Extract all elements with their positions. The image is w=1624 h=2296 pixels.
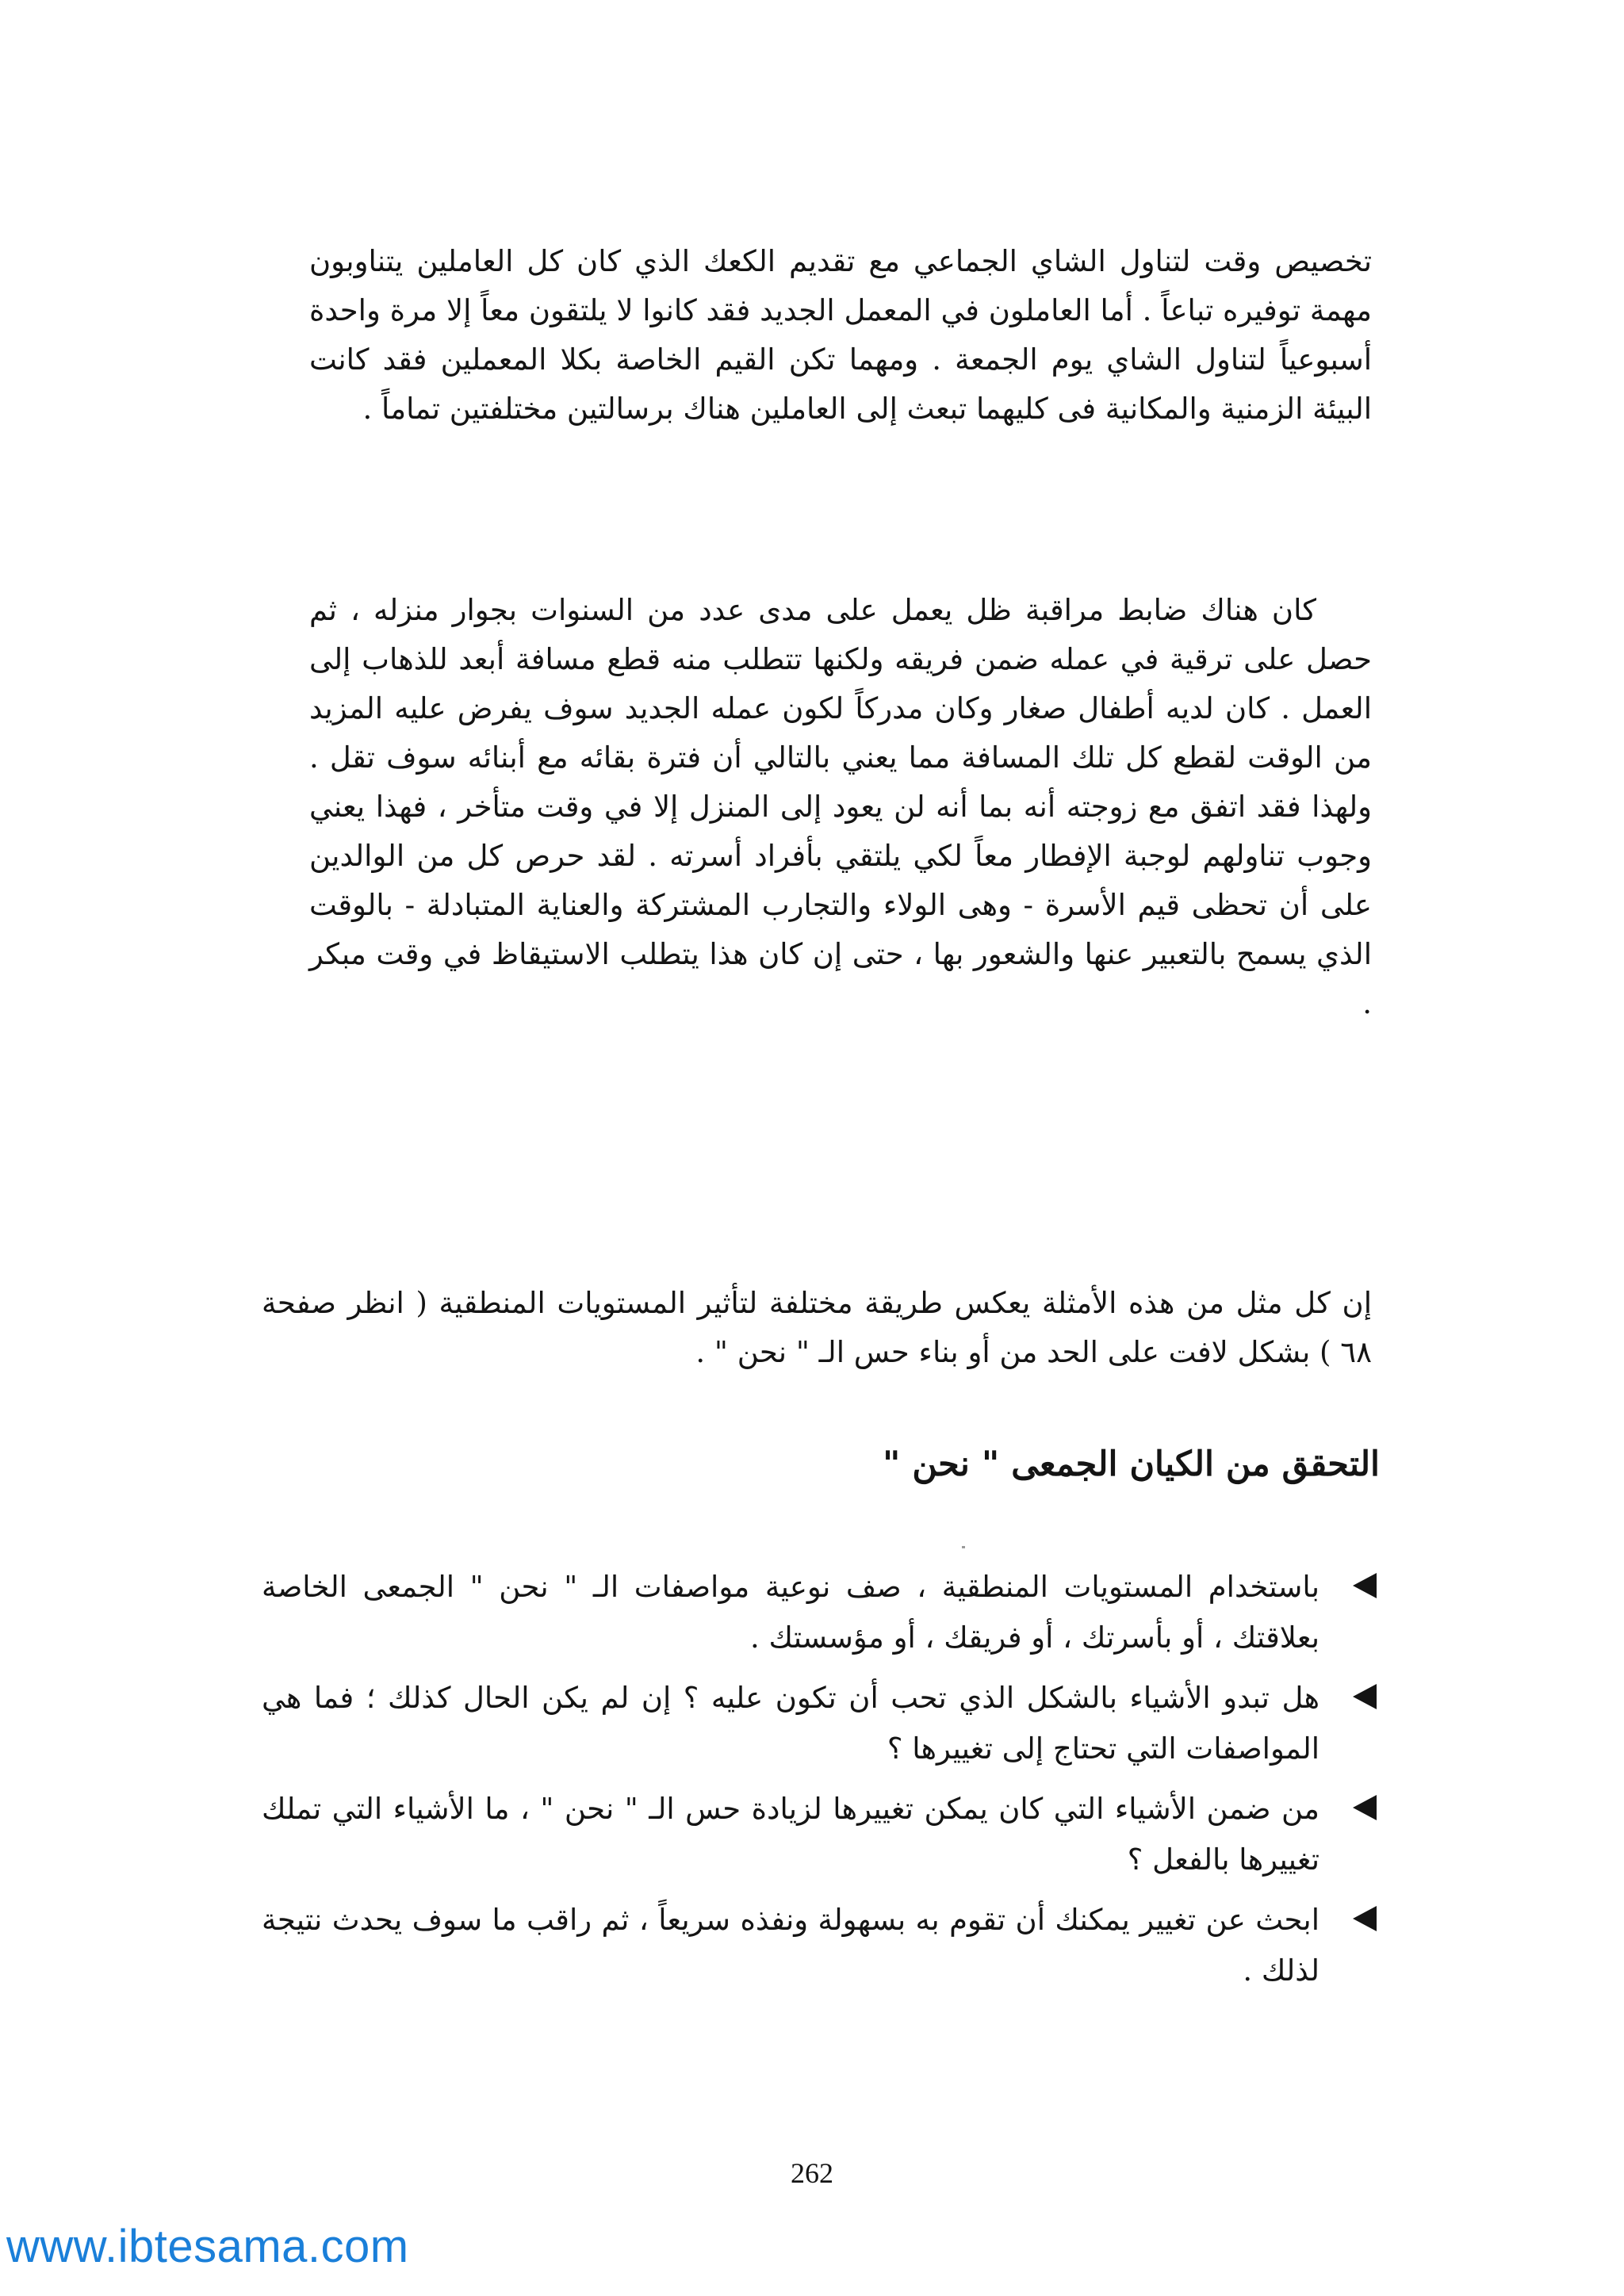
list-item: [262, 1673, 1380, 1774]
paragraph-3: إن كل مثل من هذه الأمثلة يعكس طريقة مختلفة لتأثير المستويات المنطقية ( انظر صفحة ٦٨ ) بشكل لافت على الحد من أو بناء حس الـ " نحن " .: [262, 1286, 1372, 1369]
list-item-text: ابحث عن تغيير يمكنك أن تقوم به بسهولة ونفذه سريعاً ، ثم راقب ما سوف يحدث نتيجة لذلك .: [262, 1903, 1320, 1988]
section-heading: التحقق من الكيان الجمعى " نحن ": [883, 1445, 1380, 1484]
speck-mark: [962, 1546, 965, 1548]
list-item-text: باستخدام المستويات المنطقية ، صف نوعية مواصفات الـ " نحن " الجمعى الخاصة بعلاقتك ، أو بأسرتك ، أو فريقك ، أو مؤسستك .: [262, 1570, 1320, 1655]
paragraph-2: كان هناك ضابط مراقبة ظل يعمل على مدى عدد من السنوات بجوار منزله ، ثم حصل على ترقية في عمله ضمن فريقه ولكنها تتطلب منه قطع مسافة أبعد للذهاب إلى العمل . كان لديه أطفال صغار وكان مدركاً لكون عمله الجديد سوف يفرض عليه المزيد من الوقت لقطع كل تلك المسافة مما يعني بالتالي أن فترة بقائه مع أبنائه سوف تقل . ولهذا فقد اتفق مع زوجته أنه بما أنه لن يعود إلى المنزل إلا في وقت متأخر ، فهذا يعني وجوب تناولهم لوجبة الإفطار معاً لكي يلتقي بأفراد أسرته . لقد حرص كل من الوالدين على أن تحظى قيم الأسرة - وهى الولاء والتجارب المشتركة والعناية المتبادلة - بالوقت الذي يسمح بالتعبير عنها والشعور بها ، حتى إن كان هذا يتطلب الاستيقاظ في وقت مبكر .: [309, 593, 1372, 1020]
list-item: [262, 1562, 1380, 1663]
list-item: [262, 1784, 1380, 1885]
triangle-bullet-icon: [1353, 1906, 1377, 1931]
triangle-bullet-icon: [1353, 1684, 1377, 1709]
bullet-list: [262, 1562, 1380, 2006]
triangle-bullet-icon: [1353, 1795, 1377, 1820]
watermark-url: www.ibtesama.com: [6, 2221, 409, 2272]
paragraph-1: تخصيص وقت لتناول الشاي الجماعي مع تقديم الكعك الذي كان كل العاملين يتناوبون مهمة توفيره تباعاً . أما العاملون في المعمل الجديد فقد كانوا لا يلتقون معاً إلا مرة واحدة أسبوعياً لتناول الشاي يوم الجمعة . ومهما تكن القيم الخاصة بكلا المعملين فقد كانت البيئة الزمنية والمكانية فى كليهما تبعث إلى العاملين هناك برسالتين مختلفتين تماماً .: [309, 244, 1372, 426]
page-number: 262: [791, 2157, 833, 2189]
list-item-text: هل تبدو الأشياء بالشكل الذي تحب أن تكون عليه ؟ إن لم يكن الحال كذلك ؛ فما هي المواصفات التي تحتاج إلى تغييرها ؟: [262, 1681, 1320, 1766]
list-item-text: من ضمن الأشياء التي كان يمكن تغييرها لزيادة حس الـ " نحن " ، ما الأشياء التي تملك تغييرها بالفعل ؟: [262, 1792, 1320, 1877]
list-item: [262, 1895, 1380, 1996]
triangle-bullet-icon: [1353, 1573, 1377, 1598]
